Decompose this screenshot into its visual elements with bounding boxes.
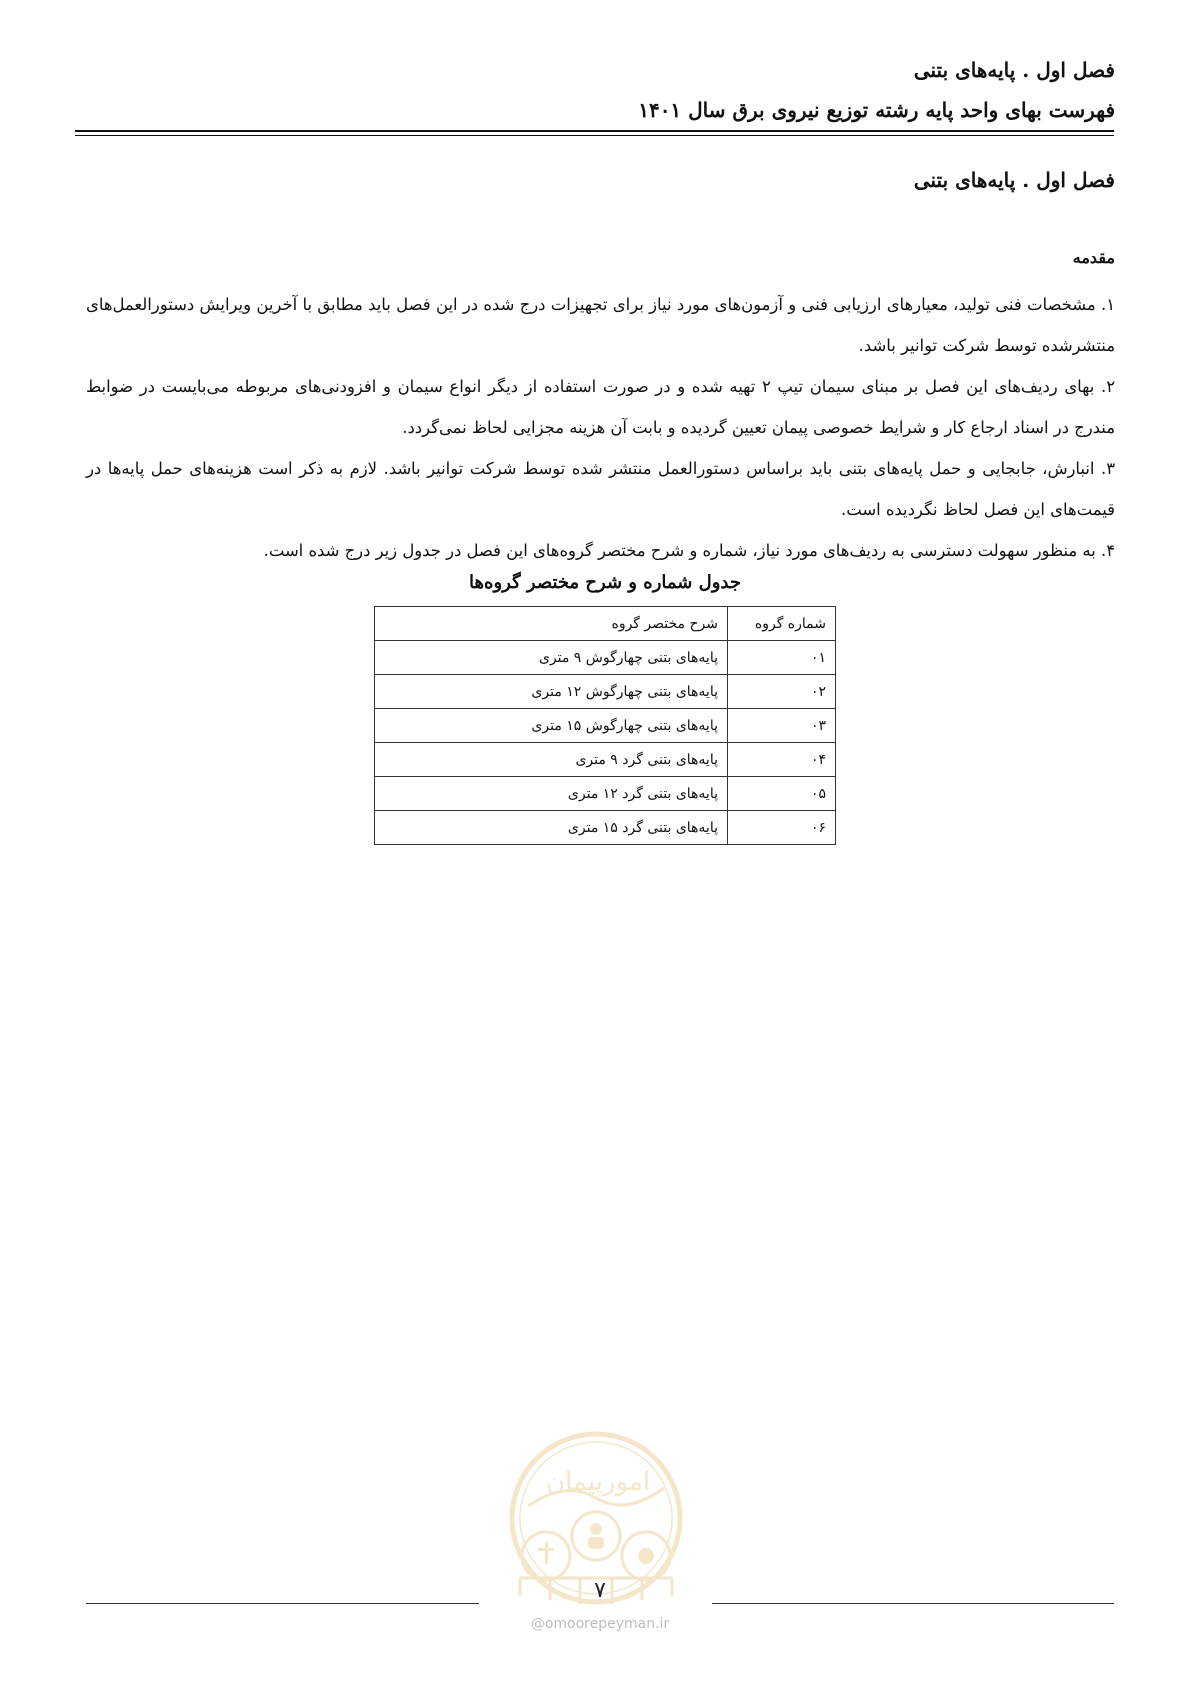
footer-rule-left <box>86 1603 479 1604</box>
group-description-cell: پایه‌های بتنی چهارگوش ۱۲ متری <box>375 675 728 709</box>
group-number-cell: ۰۳ <box>728 709 836 743</box>
footer-rule-right <box>712 1603 1114 1604</box>
group-number-cell: ۰۱ <box>728 641 836 675</box>
header-cell-number: شماره گروه <box>728 607 836 641</box>
table-row <box>375 675 836 709</box>
table-row <box>375 777 836 811</box>
table-caption: جدول شماره و شرح مختصر گروه‌ها <box>469 572 741 593</box>
table-row <box>375 743 836 777</box>
page-number: ۷ <box>594 1578 606 1603</box>
group-description-cell: پایه‌های بتنی گرد ۹ متری <box>375 743 728 777</box>
header-rule-thin <box>75 135 1114 136</box>
intro-heading: مقدمه <box>1072 248 1115 267</box>
table-row <box>375 709 836 743</box>
intro-paragraph-1: ۱. مشخصات فنی تولید، معیارهای ارزیابی فنی و آزمون‌های مورد نیاز برای تجهیزات درج شده در این فصل باید مطابق با آخرین ویرایش دستورالعمل‌های منتشرشده توسط شرکت توانیر باشد. <box>86 295 1115 355</box>
group-table <box>374 606 836 845</box>
intro-paragraph-3: ۳. انبارش، جابجایی و حمل پایه‌های بتنی باید براساس دستورالعمل منتشر شده توسط شرکت توانیر باشد. لازم به ذکر است هزینه‌های حمل پایه‌ها در قیمت‌های این فصل لحاظ نگردیده است. <box>86 459 1115 519</box>
group-description-cell: پایه‌های بتنی گرد ۱۵ متری <box>375 811 728 845</box>
group-number-cell: ۰۲ <box>728 675 836 709</box>
table-row <box>375 811 836 845</box>
group-number-cell: ۰۶ <box>728 811 836 845</box>
group-number-cell: ۰۵ <box>728 777 836 811</box>
group-number-cell: ۰۴ <box>728 743 836 777</box>
watermark-logo-text: امورپیمان <box>545 1467 651 1497</box>
intro-paragraph-2: ۲. بهای ردیف‌های این فصل بر مبنای سیمان تیپ ۲ تهیه شده و در صورت استفاده از دیگر انواع سیمان و افزودنی‌های مربوطه می‌بایست در ضوابط مندرج در اسناد ارجاع کار و شرایط خصوصی پیمان تعیین گردیده و بابت آن هزینه مجزایی لحاظ نمی‌گردد. <box>86 377 1115 437</box>
watermark-url: @omoorepeyman.ir <box>530 1616 670 1632</box>
group-description-cell: پایه‌های بتنی چهارگوش ۹ متری <box>375 641 728 675</box>
table-row <box>375 641 836 675</box>
header-cell-description: شرح مختصر گروه <box>375 607 728 641</box>
group-description-cell: پایه‌های بتنی گرد ۱۲ متری <box>375 777 728 811</box>
group-description-cell: پایه‌های بتنی چهارگوش ۱۵ متری <box>375 709 728 743</box>
intro-paragraph-4: ۴. به منظور سهولت دسترسی به ردیف‌های مورد نیاز، شماره و شرح مختصر گروه‌های این فصل در جدول زیر درج شده است. <box>263 541 1115 560</box>
header-subtitle: فهرست بهای واحد پایه رشته توزیع نیروی برق سال ۱۴۰۱ <box>638 98 1115 122</box>
table-header-row <box>375 607 836 641</box>
intro-body <box>86 284 1115 571</box>
header-rule-thick <box>75 130 1114 132</box>
chapter-title: فصل اول . پایه‌های بتنی <box>913 168 1115 192</box>
header-title: فصل اول . پایه‌های بتنی <box>913 58 1115 82</box>
